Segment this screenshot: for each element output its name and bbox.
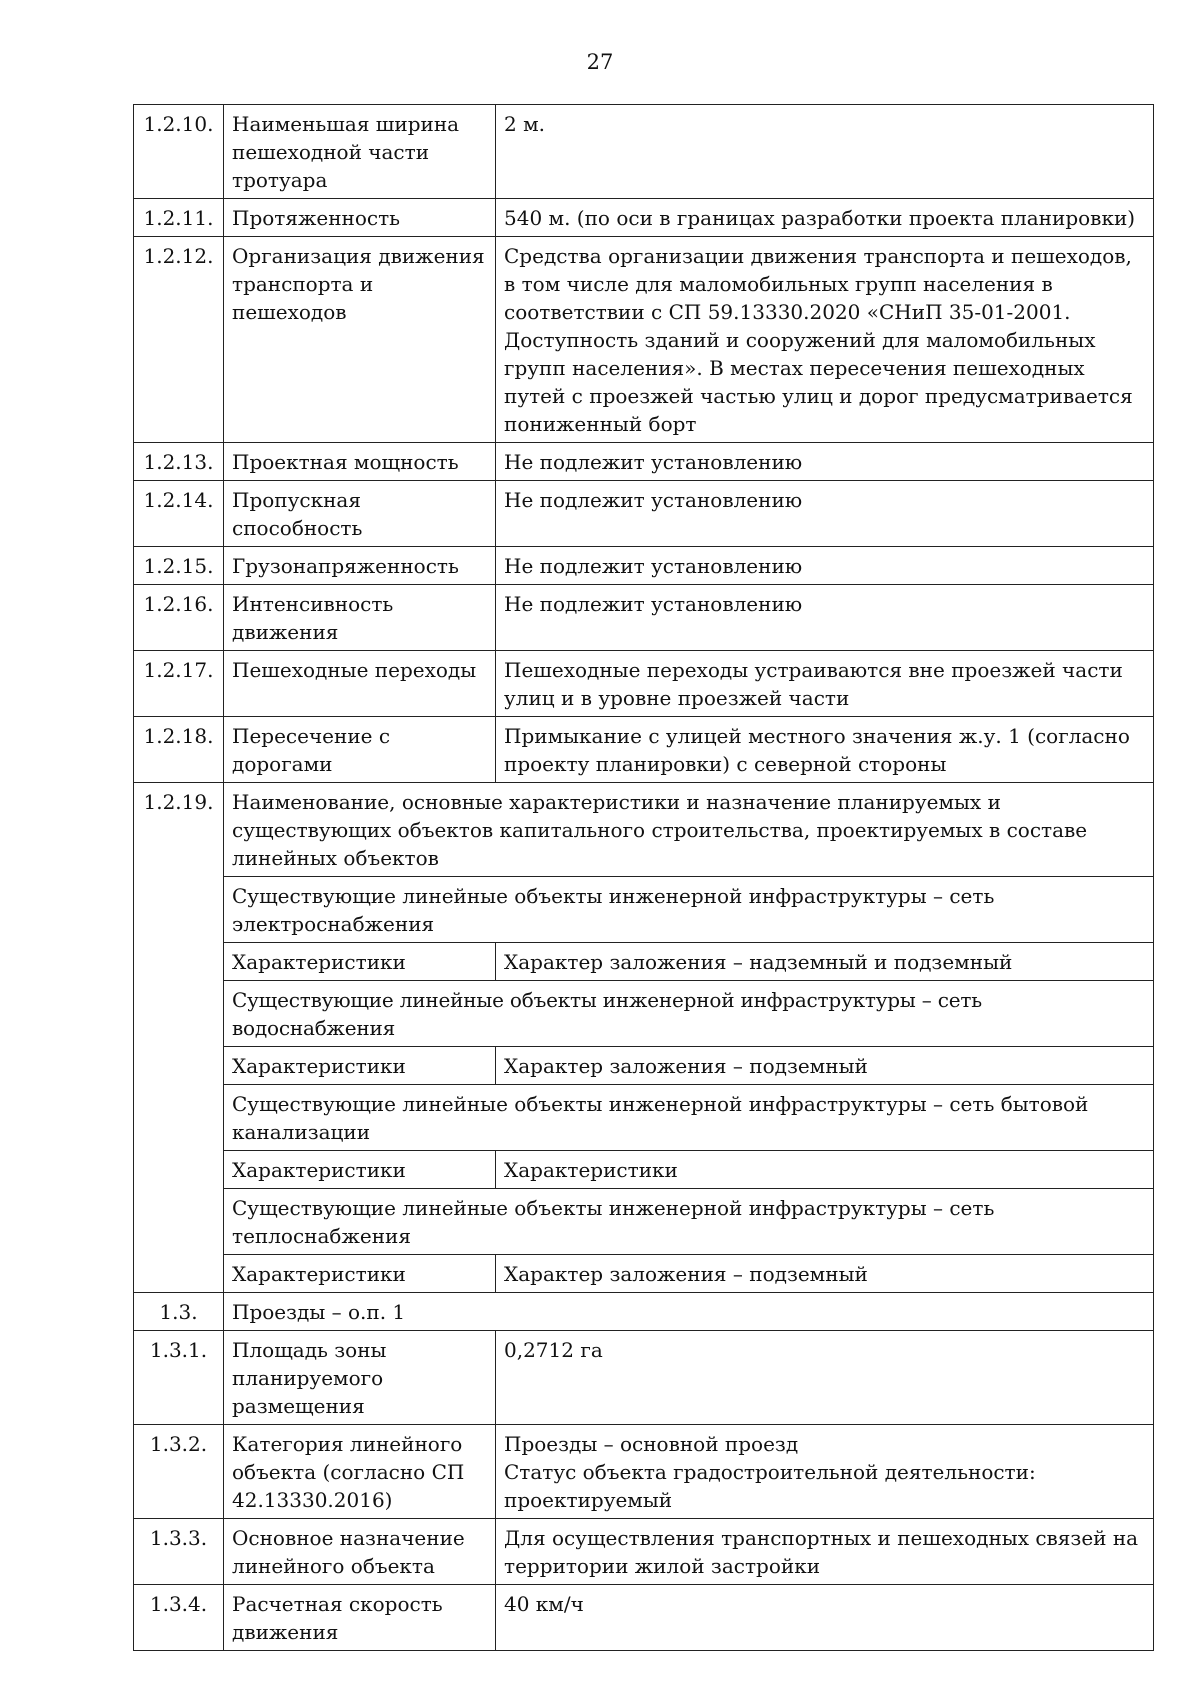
- object-title-row: [134, 981, 1154, 1047]
- row-label: Грузонапряженность: [224, 547, 496, 585]
- characteristics-value: Характер заложения – надземный и подземный: [496, 943, 1154, 981]
- characteristics-value: Характеристики: [496, 1151, 1154, 1189]
- object-characteristics-row: [134, 943, 1154, 981]
- object-characteristics-row: [134, 1151, 1154, 1189]
- object-characteristics-row: [134, 1047, 1154, 1085]
- object-characteristics-row: [134, 1255, 1154, 1293]
- row-number: 1.2.17.: [134, 651, 224, 717]
- row-value-line: Статус объекта градостроительной деятельности: проектируемый: [504, 1460, 1036, 1512]
- characteristics-label: Характеристики: [224, 943, 496, 981]
- row-value: Примыкание с улицей местного значения ж.у. 1 (согласно проекту планировки) с северной стороны: [496, 717, 1154, 783]
- table-row: [134, 237, 1154, 443]
- table-row: [134, 651, 1154, 717]
- characteristics-value: Характер заложения – подземный: [496, 1047, 1154, 1085]
- row-label: Пешеходные переходы: [224, 651, 496, 717]
- row-number: 1.3.: [134, 1293, 224, 1331]
- row-value: Для осуществления транспортных и пешеходных связей на территории жилой застройки: [496, 1519, 1154, 1585]
- row-number: 1.2.19.: [134, 783, 224, 1293]
- row-value: 540 м. (по оси в границах разработки проекта планировки): [496, 199, 1154, 237]
- row-label: Расчетная скорость движения: [224, 1585, 496, 1651]
- characteristics-label: Характеристики: [224, 1047, 496, 1085]
- table-row: [134, 481, 1154, 547]
- table-row: [134, 199, 1154, 237]
- row-value: Не подлежит установлению: [496, 547, 1154, 585]
- table-row: [134, 585, 1154, 651]
- row-value: 2 м.: [496, 105, 1154, 199]
- row-value: 40 км/ч: [496, 1585, 1154, 1651]
- row-value: Пешеходные переходы устраиваются вне проезжей части улиц и в уровне проезжей части: [496, 651, 1154, 717]
- row-number: 1.2.10.: [134, 105, 224, 199]
- table-row: [134, 105, 1154, 199]
- row-number: 1.2.16.: [134, 585, 224, 651]
- characteristics-label: Характеристики: [224, 1255, 496, 1293]
- row-number: 1.3.3.: [134, 1519, 224, 1585]
- row-number: 1.3.1.: [134, 1331, 224, 1425]
- row-number: 1.3.4.: [134, 1585, 224, 1651]
- row-label: Протяженность: [224, 199, 496, 237]
- row-label: Пересечение с дорогами: [224, 717, 496, 783]
- row-number: 1.3.2.: [134, 1425, 224, 1519]
- row-number: 1.2.14.: [134, 481, 224, 547]
- characteristics-label: Характеристики: [224, 1151, 496, 1189]
- row-number: 1.2.11.: [134, 199, 224, 237]
- row-number: 1.2.13.: [134, 443, 224, 481]
- row-value: 0,2712 га: [496, 1331, 1154, 1425]
- row-label: Интенсивность движения: [224, 585, 496, 651]
- section-title-row: [134, 1293, 1154, 1331]
- row-label: Организация движения транспорта и пешеходов: [224, 237, 496, 443]
- table-row: [134, 1425, 1154, 1519]
- row-value: [496, 1425, 1154, 1519]
- page-number: 27: [586, 50, 614, 74]
- row-label: Наименьшая ширина пешеходной части тротуара: [224, 105, 496, 199]
- row-number: 1.2.18.: [134, 717, 224, 783]
- object-title-row: [134, 1085, 1154, 1151]
- row-label: Проектная мощность: [224, 443, 496, 481]
- row-value: Средства организации движения транспорта и пешеходов, в том числе для маломобильных групп населения в соответствии с СП 59.13330.2020 «СНиП 35-01-2001. Доступность зданий и сооружений для маломобильных групп населения». В местах пересечения пешеходных путей с проезжей частью улиц и дорог предусматривается пониженный борт: [496, 237, 1154, 443]
- row-label: Основное назначение линейного объекта: [224, 1519, 496, 1585]
- characteristics-value: Характер заложения – подземный: [496, 1255, 1154, 1293]
- object-title: Существующие линейные объекты инженерной инфраструктуры – сеть электроснабжения: [224, 877, 1154, 943]
- specification-table: [133, 104, 1154, 1651]
- object-title: Существующие линейные объекты инженерной инфраструктуры – сеть теплоснабжения: [224, 1189, 1154, 1255]
- section-heading-row: [134, 783, 1154, 877]
- section-title: Проезды – о.п. 1: [224, 1293, 1154, 1331]
- table-row: [134, 1585, 1154, 1651]
- row-value: Не подлежит установлению: [496, 585, 1154, 651]
- table-row: [134, 443, 1154, 481]
- object-title-row: [134, 1189, 1154, 1255]
- object-title: Существующие линейные объекты инженерной инфраструктуры – сеть водоснабжения: [224, 981, 1154, 1047]
- section-heading: Наименование, основные характеристики и назначение планируемых и существующих объектов капитального строительства, проектируемых в составе линейных объектов: [224, 783, 1154, 877]
- table-row: [134, 1519, 1154, 1585]
- row-label: Пропускная способность: [224, 481, 496, 547]
- table-row: [134, 1331, 1154, 1425]
- object-title: Существующие линейные объекты инженерной инфраструктуры – сеть бытовой канализации: [224, 1085, 1154, 1151]
- table-row: [134, 717, 1154, 783]
- row-value: Не подлежит установлению: [496, 481, 1154, 547]
- row-value-line: Проезды – основной проезд: [504, 1432, 799, 1456]
- row-label: Площадь зоны планируемого размещения: [224, 1331, 496, 1425]
- row-value: Не подлежит установлению: [496, 443, 1154, 481]
- row-label: Категория линейного объекта (согласно СП 42.13330.2016): [224, 1425, 496, 1519]
- row-number: 1.2.12.: [134, 237, 224, 443]
- object-title-row: [134, 877, 1154, 943]
- row-number: 1.2.15.: [134, 547, 224, 585]
- table-row: [134, 547, 1154, 585]
